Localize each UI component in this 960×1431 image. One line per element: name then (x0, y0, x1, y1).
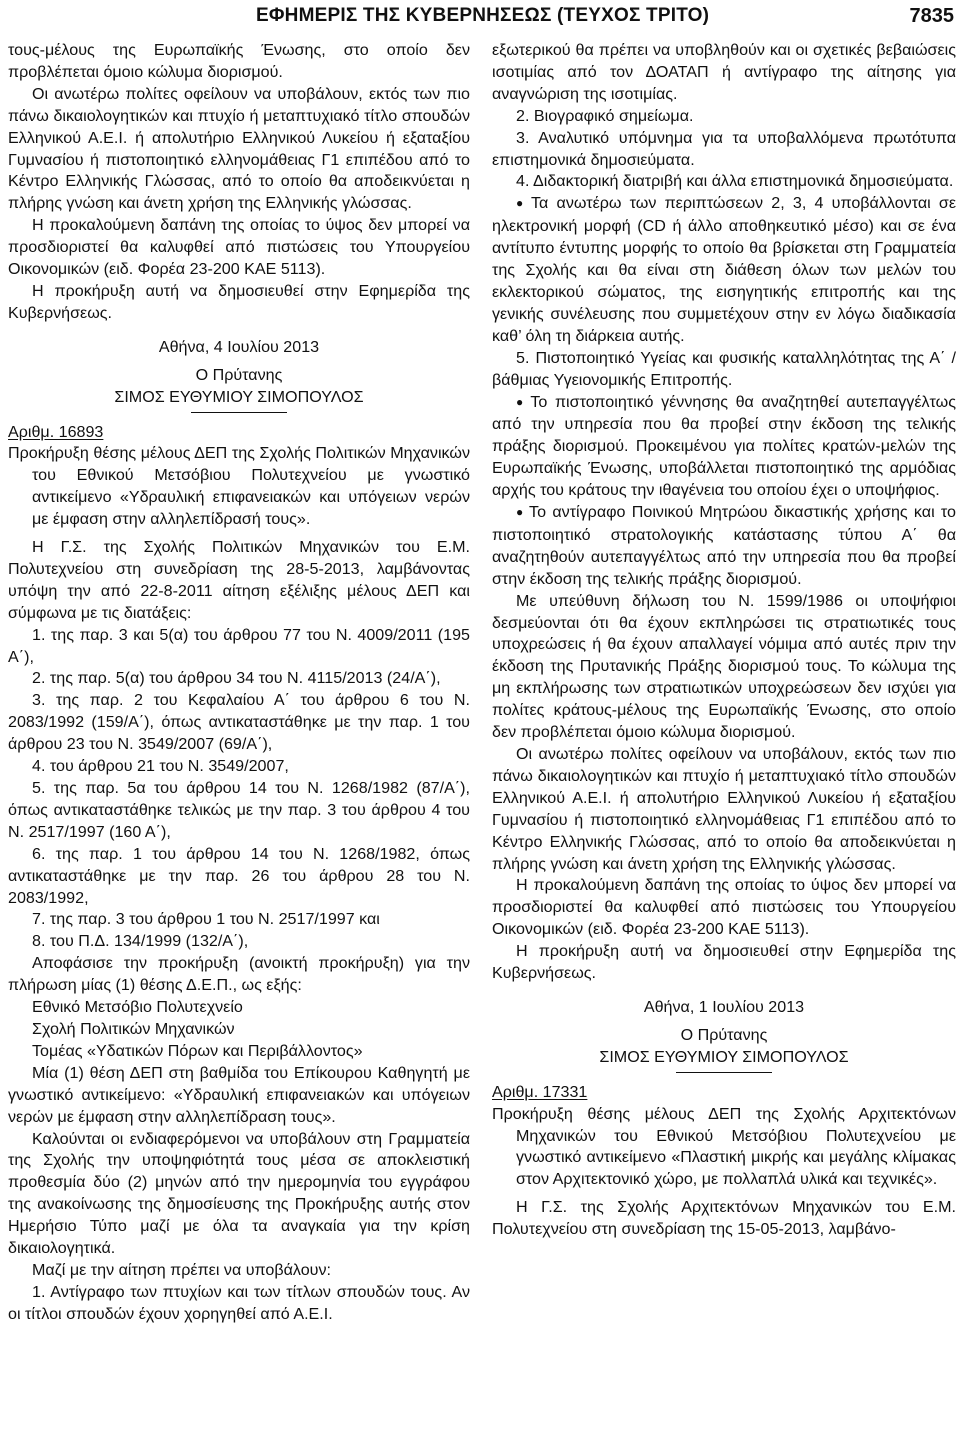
signatory-title: Ο Πρύτανης (680, 1025, 768, 1044)
notice-title: Προκήρυξη θέσης μέλους ΔΕΠ της Σχολής Πολιτικών Μηχανικών του Εθνικού Μετσόβιου Πολυτεχνείου με γνωστικό αντικείμενο «Υδραυλική επιφανειακών και υπόγειων νερών με έμφαση στην αλληλεπίδρασή τους». (8, 444, 470, 529)
decision-number: Αριθμ. 17331 (492, 1082, 588, 1101)
paragraph: Η Γ.Σ. της Σχολής Πολιτικών Μηχανικών του Ε.Μ. Πολυτεχνείου στη συνεδρίαση της 28-5-2013, λαμβάνοντας υπόψη την από 22-8-2011 αίτηση εξέλιξης μέλους ΔΕΠ και σύμφωνα με τις διατάξεις: (8, 538, 470, 622)
paragraph: τους-μέλους της Ευρωπαϊκής Ένωσης, στο οποίο δεν προβλέπεται όμοιο κώλυμα διορισμού. (8, 41, 470, 81)
spacer (8, 325, 470, 337)
paragraph: Η προκήρυξη αυτή να δημοσιευθεί στην Εφημερίδα της Κυβερνήσεως. (492, 942, 956, 983)
bullet-paragraph: ● Το αντίγραφο Ποινικού Μητρώου δικαστικής χρήσης και το πιστοποιητικό στρατολογικής κατάστασης τύπου Α΄ θα αναζητηθούν αυτεπαγγέλτως από την υπηρεσία που θα προβεί στην έκδοση της τελικής πράξης διορισμού. (492, 502, 956, 591)
paragraph: Μία (1) θέση ΔΕΠ στη βαθμίδα του Επίκουρου Καθηγητή με γνωστικό αντικείμενο: «Υδραυλική επιφανειακών και υπόγειων νερών με έμφαση στην αλληλεπίδραση τους». (8, 1063, 470, 1126)
bullet-icon (516, 393, 530, 411)
notice-title: Προκήρυξη θέσης μέλους ΔΕΠ της Σχολής Αρχιτεκτόνων Μηχανικών του Εθνικού Μετσόβιου Πολυτεχνείου με γνωστικό αντικείμενο «Πλαστική μικρής και μεγάλης κλίμακας στον Αρχιτεκτονικό χώρο, με πολλαπλά υλικά και τεχνικές». (492, 1104, 956, 1189)
law-item: 2. της παρ. 5(α) του άρθρου 34 του Ν. 4115/2013 (24/Α΄), (32, 669, 441, 688)
paragraph: Με υπεύθυνη δήλωση του Ν. 1599/1986 οι υποψήφιοι δεσμεύονται ότι θα έχουν εκπληρώσει τις στρατιωτικές τους υποχρεώσεις ή θα έχουν απαλλαγεί νόμιμα από αυτές πριν την έκδοση της Πρυτανικής Πράξης διορισμού τους. Το κώλυμα της μη εκπλήρωσης των στρατιωτικών υποχρεώσεων δεν ισχύει για πολίτες κράτους-μέλους της Ευρωπαϊκής Ένωσης, στο οποίο δεν προβλέπεται όμοιο κώλυμα διορισμού. (492, 591, 956, 742)
signatory-name: ΣΙΜΟΣ ΕΥΘΥΜΙΟΥ ΣΙΜΟΠΟΥΛΟΣ (114, 387, 364, 406)
bullet-icon (516, 503, 529, 521)
signature-date: Αθήνα, 1 Ιουλίου 2013 (643, 997, 805, 1016)
list-item: 3. Αναλυτικό υπόμνημα για τα υποβαλλόμενα πρωτότυπα επιστημονικά δημοσιεύματα. (492, 128, 956, 169)
bullet-icon (516, 194, 531, 212)
left-column (8, 40, 470, 1326)
separator-rule (191, 412, 287, 413)
law-item: 4. του άρθρου 21 του Ν. 3549/2007, (32, 757, 289, 776)
list-item: 2. Βιογραφικό σημείωμα. (516, 106, 694, 125)
paragraph: Καλούνται οι ενδιαφερόμενοι να υποβάλουν στη Γραμματεία της Σχολής την υποψηφιότητά τους μέσα σε αποκλειστική προθεσμία δύο (2) μηνών από την ημερομηνία του εγγράφου της ανακοίνωσης της δημοσίευσης της Προκήρυξης αυτής στον Ημερήσιο Τύπο μαζί με όλα τα αναγκαία για την κρίση δικαιολογητικά. (8, 1129, 470, 1258)
paragraph: Η προκήρυξη αυτή να δημοσιευθεί στην Εφημερίδα της Κυβερνήσεως. (8, 281, 470, 322)
right-column (492, 40, 956, 1241)
paragraph: εξωτερικού θα πρέπει να υποβληθούν και οι σχετικές βεβαιώσεις ισοτιμίας από τον ΔΟΑΤΑΠ ή αντίγραφο της αίτησης για αναγνώριση της ισοτιμίας. (492, 41, 956, 103)
signatory-title: Ο Πρύτανης (195, 365, 283, 384)
separator-rule (676, 1072, 772, 1073)
list-item: 4. Διδακτορική διατριβή και άλλα επιστημονικά δημοσιεύματα. (516, 172, 954, 191)
paragraph: Οι ανωτέρω πολίτες οφείλουν να υποβάλουν, εκτός των πιο πάνω δικαιολογητικών και πτυχίο ή μεταπτυχιακό τίτλο σπουδών Ελληνικού Α.Ε.Ι. ή απολυτήριο Ελληνικού Λυκείου ή εξαταξίου Γυμνασίου ή πιστοποιητικό ελληνομάθειας Γ1 επιπέδου από το Κέντρο Ελληνικής Γλώσσας, από το οποίο θα αποδεικνύεται η πλήρης γνώση και άνετη χρήση της Ελληνικής γλώσσας. (8, 84, 470, 213)
paragraph: Μαζί με την αίτηση πρέπει να υποβάλουν: (32, 1260, 331, 1279)
spacer (492, 985, 956, 997)
institution-line: Εθνικό Μετσόβιο Πολυτεχνείο (32, 998, 243, 1017)
bullet-paragraph: ● Τα ανωτέρω των περιπτώσεων 2, 3, 4 υποβάλλονται σε ηλεκτρονική μορφή (CD ή άλλο αποθηκευτικό μέσο) και σε ένα αντίτυπο έντυπης μορφής το οποίο θα βρίσκεται στη Γραμματεία της Σχολής και θα είναι στη διάθεση όλων των μελών του εκλεκτορικού σώματος, της εισηγητικής επιτροπής και της γενικής συνέλευσης που συμμετέχουν στην εν λόγω διαδικασία καθ’ όλη τη διάρκεια αυτής. (492, 193, 956, 347)
institution-line: Σχολή Πολιτικών Μηχανικών (32, 1019, 235, 1038)
paragraph: Οι ανωτέρω πολίτες οφείλουν να υποβάλουν, εκτός των πιο πάνω δικαιολογητικών και πτυχίο ή μεταπτυχιακό τίτλο σπουδών Ελληνικού Α.Ε.Ι. ή απολυτήριο Ελληνικού Λυκείου ή εξαταξίου Γυμνασίου ή πιστοποιητικό ελληνομάθειας Γ1 επιπέδου από το Κέντρο Ελληνικής Γλώσσας, από το οποίο θα αποδεικνύεται η πλήρης γνώση και άνετη χρήση της Ελληνικής γλώσσας. (492, 745, 956, 873)
gazette-title: ΕΦΗΜΕΡΙΣ ΤΗΣ ΚΥΒΕΡΝΗΣΕΩΣ (ΤΕΥΧΟΣ ΤΡΙΤΟ) (256, 5, 710, 26)
list-item: 5. Πιστοποιητικό Υγείας και φυσικής καταλληλότητας της Α΄ /βάθμιας Υγειονομικής Επιτροπής. (492, 348, 956, 389)
paragraph: Αποφάσισε την προκήρυξη (ανοικτή προκήρυξη) για την πλήρωση μίας (1) θέσης Δ.Ε.Π., ως εξής: (8, 954, 470, 995)
signature-date: Αθήνα, 4 Ιουλίου 2013 (158, 337, 320, 356)
law-item: 7. της παρ. 3 του άρθρου 1 του Ν. 2517/1997 και (32, 910, 380, 929)
page-header (0, 0, 960, 34)
paragraph: Η προκαλούμενη δαπάνη της οποίας το ύψος δεν μπορεί να προσδιοριστεί θα καλυφθεί από πιστώσεις του Υπουργείου Οικονομικών (ειδ. Φορέα 23-200 ΚΑΕ 5113). (8, 216, 470, 279)
decision-number: Αριθμ. 16893 (8, 422, 104, 441)
paragraph: Η προκαλούμενη δαπάνη της οποίας το ύψος δεν μπορεί να προσδιοριστεί θα καλυφθεί από πιστώσεις του Υπουργείου Οικονομικών (ειδ. Φορέα 23-200 ΚΑΕ 5113). (492, 876, 956, 939)
bullet-paragraph: ● Το πιστοποιητικό γέννησης θα αναζητηθεί αυτεπαγγέλτως από την υπηρεσία που θα προβεί στην έκδοση της τελικής πράξης διορισμού. Προκειμένου για πολίτες κρατών-μελών της Ευρωπαϊκής Ένωσης, υποβάλλεται πιστοποιητικό της αρμόδιας αρχής του κράτους την ιθαγένεια του οποίου έχει ο υποψήφιος. (492, 392, 956, 503)
law-item: 5. της παρ. 5α του άρθρου 14 του Ν. 1268/1982 (87/Α΄), όπως αντικαταστάθηκε τελικώς με την παρ. 3 του άρθρου 4 του Ν. 2517/1997 (160 Α΄), (8, 779, 470, 841)
page-number: 7835 (909, 5, 954, 27)
law-item: 1. της παρ. 3 και 5(α) του άρθρου 77 του Ν. 4009/2011 (195 Α΄), (8, 625, 470, 666)
paragraph: 1. Αντίγραφο των πτυχίων και των τίτλων σπουδών τους. Αν οι τίτλοι σπουδών έχουν χορηγηθεί από Α.Ε.Ι. (8, 1282, 470, 1323)
paragraph: Η Γ.Σ. της Σχολής Αρχιτεκτόνων Μηχανικών του Ε.Μ. Πολυτεχνείου στη συνεδρίαση της 15-05-2013, λαμβάνο- (492, 1198, 956, 1239)
law-item: 6. της παρ. 1 του άρθρου 14 του Ν. 1268/1982, όπως αντικαταστάθηκε με την παρ. 26 του άρθρου 28 του Ν. 2083/1992, (8, 844, 470, 907)
signatory-name: ΣΙΜΟΣ ΕΥΘΥΜΙΟΥ ΣΙΜΟΠΟΥΛΟΣ (599, 1047, 849, 1066)
institution-line: Τομέας «Υδατικών Πόρων και Περιβάλλοντος» (32, 1041, 363, 1060)
law-item: 8. του Π.Δ. 134/1999 (132/Α΄), (32, 932, 249, 951)
law-item: 3. της παρ. 2 του Κεφαλαίου Α΄ του άρθρου 6 του Ν. 2083/1992 (159/Α΄), όπως αντικαταστάθηκε με την παρ. 1 του άρθρου 23 του Ν. 3549/2007 (69/Α΄), (8, 691, 470, 754)
